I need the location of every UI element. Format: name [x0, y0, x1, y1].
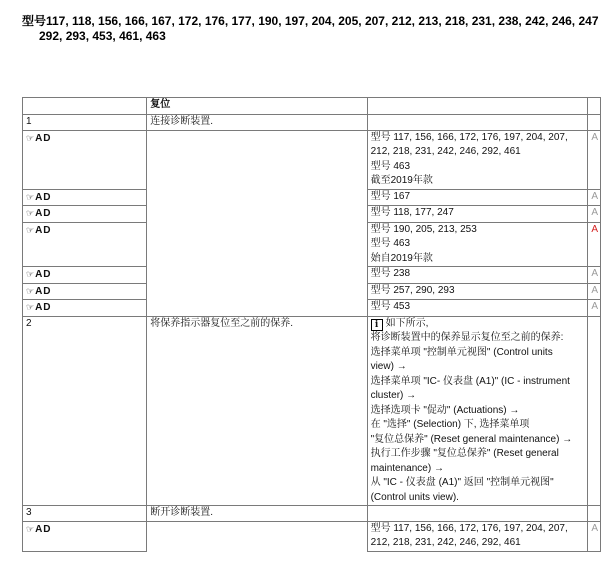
reference-marker[interactable]: A [591, 207, 598, 218]
ad-cell [23, 189, 147, 206]
ad-models [367, 300, 588, 317]
ad-models [367, 189, 588, 206]
ad-ref [588, 283, 601, 300]
model-line: 型号 463 [370, 238, 411, 249]
ad-blank [147, 267, 367, 284]
ad-cell [23, 222, 147, 267]
ad-blank [147, 521, 367, 551]
step-number: 2 [23, 316, 147, 506]
step-text: 连接诊断装置. [147, 115, 367, 131]
ad-blank [147, 300, 367, 317]
ad-ref [588, 189, 601, 206]
hand-pointer-icon: ☞ [26, 285, 35, 296]
ad-row [23, 267, 601, 284]
step-blank [367, 115, 588, 131]
model-header-line1: 型号117, 118, 156, 166, 167, 172, 176, 177, 190, 197, 204, 205, 207, 212, 213, 218, 231, 238, 242, 246, 247 [22, 14, 599, 28]
model-line: 型号 117, 156, 166, 172, 176, 197, 204, 207, [370, 522, 568, 534]
ad-blank [147, 283, 367, 300]
info-line: 选择菜单项 "IC- 仪表盘 (A1)" (IC - instrument [370, 375, 570, 387]
model-line: 始自2019年款 [370, 252, 433, 264]
ad-label: AD [35, 269, 52, 280]
model-line: 型号 167 [370, 190, 411, 202]
info-line: 从 "IC - 仪表盘 (A1)" 返回 "控制单元视图" [370, 477, 554, 488]
step-blank [367, 506, 588, 522]
model-line: 型号 238 [370, 268, 411, 279]
ad-ref [588, 206, 601, 223]
ad-label: AD [35, 285, 52, 297]
ad-row [23, 189, 601, 206]
info-line: (Control units view). [370, 491, 459, 503]
model-header [22, 14, 601, 44]
table-header-row [23, 98, 601, 115]
reference-marker[interactable]: A [591, 301, 598, 312]
step-edge [588, 506, 601, 522]
table-body [23, 115, 601, 552]
model-line: 型号 190, 205, 213, 253 [370, 223, 477, 235]
ad-marker [26, 208, 52, 219]
ad-cell [23, 521, 147, 551]
ad-label: AD [35, 302, 52, 313]
ad-row [23, 130, 601, 189]
ad-marker [26, 286, 52, 297]
header-cell-empty [23, 98, 147, 115]
model-header-line2: 292, 293, 453, 461, 463 [39, 29, 166, 43]
ad-ref [588, 267, 601, 284]
hand-pointer-icon: ☞ [26, 208, 35, 218]
ad-row [23, 521, 601, 551]
ad-label: AD [35, 523, 52, 535]
step-row-1 [23, 115, 601, 131]
ad-blank [147, 206, 367, 223]
info-line: cluster) → [370, 390, 417, 401]
ad-models [367, 206, 588, 223]
ad-row [23, 283, 601, 300]
reference-marker[interactable]: A [591, 284, 598, 296]
hand-pointer-icon: ☞ [26, 269, 35, 279]
info-line: 选择选项卡 "促动" (Actuations) → [370, 404, 520, 416]
model-line: 型号 118, 177, 247 [370, 207, 454, 218]
step-number: 1 [23, 115, 147, 131]
info-line: maintenance) → [370, 462, 444, 474]
ad-label: AD [35, 224, 52, 236]
procedure-table [22, 97, 601, 552]
ad-cell [23, 206, 147, 223]
ad-models [367, 521, 588, 551]
model-line: 212, 218, 231, 242, 246, 292, 461 [370, 146, 521, 157]
header-cell-reset: 复位 [147, 98, 367, 115]
info-line: view) → [370, 361, 407, 372]
ad-blank [147, 189, 367, 206]
ad-marker [26, 302, 52, 313]
hand-pointer-icon: ☞ [26, 191, 35, 202]
info-line: 选择菜单项 "控制单元视图" (Control units [370, 346, 553, 358]
model-line: 型号 257, 290, 293 [370, 284, 455, 296]
ad-models [367, 130, 588, 189]
info-icon: i [371, 319, 383, 331]
ad-cell [23, 300, 147, 317]
model-line: 型号 117, 156, 166, 172, 176, 197, 204, 207, [370, 131, 568, 143]
ad-cell [23, 267, 147, 284]
hand-pointer-icon: ☞ [26, 224, 35, 235]
ad-marker [26, 269, 52, 280]
ad-blank [147, 130, 367, 189]
step-text: 将保养指示器复位至之前的保养. [147, 316, 367, 506]
ad-ref [588, 521, 601, 551]
step-edge [588, 115, 601, 131]
ad-models [367, 283, 588, 300]
hand-pointer-icon: ☞ [26, 523, 35, 534]
model-line: 型号 463 [370, 160, 411, 172]
step-row-3 [23, 506, 601, 522]
info-line: 执行工作步骤 "复位总保养" (Reset general [370, 448, 559, 459]
header-cell-blank [367, 98, 588, 115]
ad-label: AD [35, 191, 52, 203]
ad-row [23, 222, 601, 267]
info-text: 如下所示, [385, 317, 429, 329]
header-cell-edge [588, 98, 601, 115]
reference-marker[interactable]: A [591, 268, 598, 279]
reference-marker[interactable]: A [591, 223, 598, 235]
model-line: 型号 453 [370, 301, 411, 312]
ad-marker [26, 192, 52, 203]
ad-marker [26, 524, 52, 535]
step-info [367, 316, 588, 506]
step-edge [588, 316, 601, 506]
ad-ref [588, 222, 601, 267]
reference-marker[interactable]: A [591, 190, 598, 202]
info-line: "复位总保养" (Reset general maintenance) → [370, 433, 573, 445]
hand-pointer-icon: ☞ [26, 132, 35, 143]
ad-row [23, 300, 601, 317]
ad-cell [23, 283, 147, 300]
reference-marker[interactable]: A [591, 522, 598, 534]
reference-marker[interactable]: A [591, 131, 598, 143]
ad-label: AD [35, 208, 52, 219]
step-row-2 [23, 316, 601, 506]
ad-cell [23, 130, 147, 189]
ad-models [367, 267, 588, 284]
ad-row [23, 206, 601, 223]
step-number: 3 [23, 506, 147, 522]
model-line: 截至2019年款 [370, 175, 433, 186]
info-line: 在 "选择" (Selection) 下, 选择菜单项 [370, 419, 530, 430]
ad-marker [26, 133, 52, 144]
step-text: 断开诊断装置. [147, 506, 367, 522]
ad-blank [147, 222, 367, 267]
ad-ref [588, 130, 601, 189]
ad-ref [588, 300, 601, 317]
ad-models [367, 222, 588, 267]
info-line: 将诊断装置中的保养显示复位至之前的保养: [370, 332, 564, 343]
model-line: 212, 218, 231, 242, 246, 292, 461 [370, 537, 521, 548]
info-line [371, 317, 586, 332]
ad-label: AD [35, 132, 52, 144]
hand-pointer-icon: ☞ [26, 302, 35, 312]
ad-marker [26, 225, 52, 236]
